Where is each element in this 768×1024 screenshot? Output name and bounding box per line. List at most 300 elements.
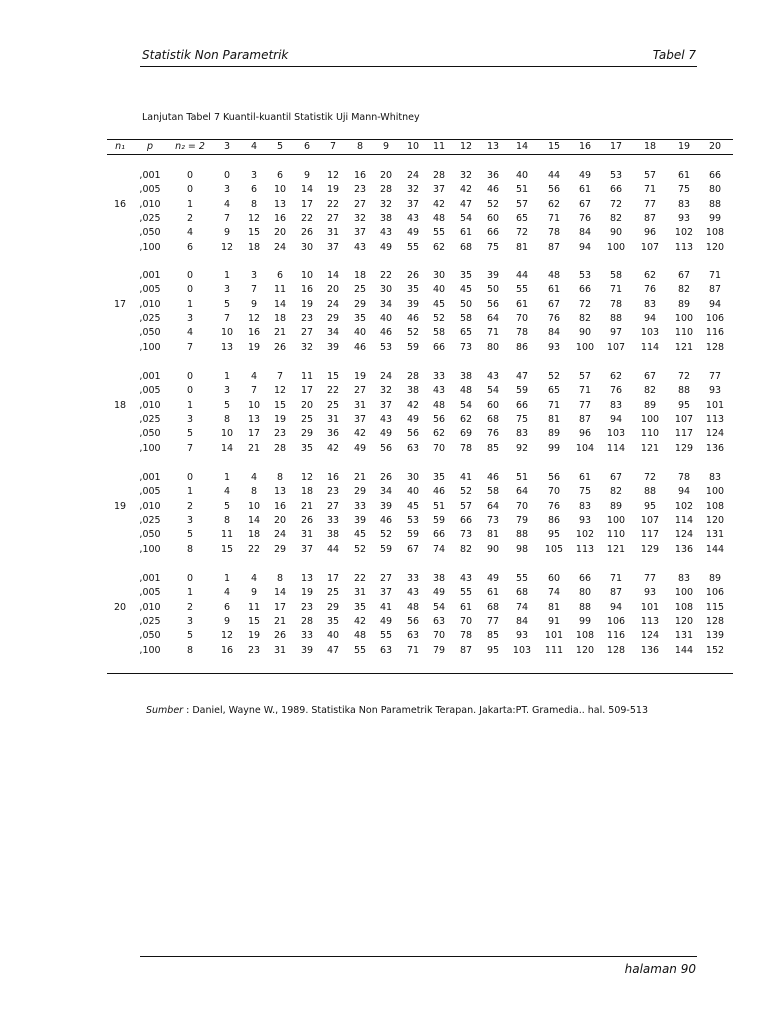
quantile-cell: 18 (247, 529, 261, 541)
quantile-cell: 144 (674, 644, 694, 656)
quantile-cell: 17 (300, 198, 314, 210)
quantile-cell: 100 (606, 241, 626, 253)
quantile-cell: 55 (515, 573, 529, 584)
quantile-cell: 45 (432, 298, 446, 310)
quantile-cell: 42 (326, 442, 340, 454)
quantile-cell: 40 (326, 630, 340, 642)
quantile-cell: 24 (379, 371, 393, 382)
quantile-cell: 16 (300, 284, 314, 296)
quantile-cell: 12 (247, 212, 261, 224)
column-header: 19 (677, 141, 691, 152)
quantile-cell: 95 (643, 500, 657, 512)
quantile-cell: 65 (515, 212, 529, 224)
header-table-label: Tabel 7 (652, 48, 696, 62)
quantile-cell: 87 (708, 284, 722, 296)
quantile-cell: 40 (379, 312, 393, 324)
quantile-cell: 14 (273, 298, 287, 310)
quantile-cell: 96 (578, 428, 592, 440)
quantile-cell: 27 (379, 573, 393, 584)
quantile-cell: 23 (273, 428, 287, 440)
quantile-cell: 0 (186, 385, 194, 397)
quantile-cell: 55 (515, 284, 529, 296)
quantile-cell: 18 (273, 312, 287, 324)
p-value-cell: ,100 (139, 644, 161, 656)
quantile-cell: 18 (353, 270, 367, 281)
quantile-cell: 58 (459, 312, 473, 324)
quantile-cell: 107 (640, 241, 660, 253)
quantile-cell: 49 (353, 442, 367, 454)
quantile-cell: 71 (486, 327, 500, 339)
quantile-cell: 53 (379, 341, 393, 353)
quantile-cell: 37 (353, 413, 367, 425)
quantile-cell: 108 (705, 227, 725, 239)
p-value-cell: ,010 (139, 601, 161, 613)
quantile-cell: 36 (486, 170, 500, 181)
p-value-cell: ,025 (139, 615, 161, 627)
quantile-cell: 113 (575, 543, 595, 555)
quantile-cell: 24 (273, 241, 287, 253)
quantile-cell: 10 (273, 184, 287, 196)
quantile-cell: 67 (609, 472, 623, 483)
quantile-cell: 10 (300, 270, 314, 281)
quantile-cell: 45 (406, 500, 420, 512)
column-header: 5 (276, 141, 284, 152)
quantile-cell: 13 (273, 486, 287, 498)
quantile-cell: 89 (547, 428, 561, 440)
quantile-cell: 61 (515, 298, 529, 310)
quantile-cell: 47 (326, 644, 340, 656)
quantile-cell: 62 (547, 198, 561, 210)
quantile-cell: 41 (379, 601, 393, 613)
p-value-cell: ,005 (139, 284, 161, 296)
quantile-cell: 84 (547, 327, 561, 339)
quantile-cell: 79 (432, 644, 446, 656)
quantile-cell: 87 (609, 587, 623, 599)
quantile-cell: 77 (708, 371, 722, 382)
quantile-cell: 12 (326, 170, 340, 181)
quantile-cell: 61 (547, 284, 561, 296)
quantile-cell: 20 (326, 284, 340, 296)
quantile-cell: 68 (459, 241, 473, 253)
quantile-cell: 88 (515, 529, 529, 541)
p-value-cell: ,001 (139, 371, 161, 382)
quantile-cell: 131 (674, 630, 694, 642)
quantile-cell: 78 (515, 327, 529, 339)
column-header: 8 (356, 141, 364, 152)
quantile-cell: 50 (459, 298, 473, 310)
quantile-cell: 46 (379, 514, 393, 526)
quantile-cell: 4 (223, 486, 231, 498)
quantile-cell: 54 (486, 385, 500, 397)
quantile-cell: 100 (575, 341, 595, 353)
column-header: 15 (547, 141, 561, 152)
quantile-cell: 19 (247, 341, 261, 353)
quantile-cell: 78 (459, 630, 473, 642)
quantile-cell: 1 (186, 486, 194, 498)
quantile-cell: 2 (186, 601, 194, 613)
quantile-cell: 7 (186, 341, 194, 353)
quantile-cell: 100 (705, 486, 725, 498)
quantile-cell: 39 (326, 341, 340, 353)
quantile-cell: 120 (705, 514, 725, 526)
quantile-cell: 88 (578, 601, 592, 613)
quantile-cell: 39 (486, 270, 500, 281)
quantile-cell: 17 (300, 385, 314, 397)
quantile-cell: 83 (515, 428, 529, 440)
quantile-cell: 75 (486, 241, 500, 253)
quantile-cell: 77 (578, 399, 592, 411)
quantile-cell: 31 (326, 413, 340, 425)
quantile-cell: 3 (250, 270, 258, 281)
quantile-cell: 40 (432, 284, 446, 296)
quantile-cell: 93 (708, 385, 722, 397)
quantile-cell: 86 (515, 341, 529, 353)
quantile-cell: 87 (643, 212, 657, 224)
quantile-cell: 66 (609, 184, 623, 196)
quantile-cell: 38 (406, 385, 420, 397)
quantile-cell: 53 (578, 270, 592, 281)
quantile-cell: 66 (578, 573, 592, 584)
quantile-cell: 21 (247, 442, 261, 454)
quantile-cell: 8 (186, 543, 194, 555)
quantile-cell: 71 (609, 284, 623, 296)
quantile-cell: 15 (247, 227, 261, 239)
column-header: 16 (578, 141, 592, 152)
quantile-cell: 20 (273, 514, 287, 526)
quantile-cell: 110 (674, 327, 694, 339)
p-value-cell: ,050 (139, 630, 161, 642)
quantile-cell: 120 (705, 241, 725, 253)
quantile-cell: 87 (459, 644, 473, 656)
quantile-cell: 35 (459, 270, 473, 281)
quantile-cell: 63 (406, 630, 420, 642)
quantile-cell: 97 (609, 327, 623, 339)
quantile-cell: 1 (186, 298, 194, 310)
quantile-cell: 62 (432, 241, 446, 253)
quantile-cell: 56 (547, 184, 561, 196)
quantile-cell: 25 (300, 413, 314, 425)
column-header: 10 (406, 141, 420, 152)
quantile-cell: 43 (406, 212, 420, 224)
quantile-cell: 60 (486, 212, 500, 224)
quantile-cell: 124 (640, 630, 660, 642)
p-value-cell: ,100 (139, 341, 161, 353)
quantile-cell: 81 (486, 529, 500, 541)
quantile-cell: 44 (515, 270, 529, 281)
column-header: p (146, 141, 154, 152)
quantile-cell: 58 (486, 486, 500, 498)
column-header: 17 (609, 141, 623, 152)
quantile-cell: 23 (300, 312, 314, 324)
quantile-cell: 0 (223, 170, 231, 181)
quantile-cell: 37 (379, 587, 393, 599)
quantile-cell: 18 (247, 241, 261, 253)
quantile-cell: 120 (674, 615, 694, 627)
quantile-cell: 61 (677, 170, 691, 181)
p-value-cell: ,010 (139, 500, 161, 512)
quantile-cell: 1 (186, 198, 194, 210)
quantile-cell: 12 (220, 630, 234, 642)
quantile-cell: 54 (459, 212, 473, 224)
quantile-cell: 62 (643, 270, 657, 281)
p-value-cell: ,025 (139, 212, 161, 224)
quantile-cell: 75 (578, 486, 592, 498)
quantile-cell: 0 (186, 184, 194, 196)
quantile-cell: 26 (273, 630, 287, 642)
column-header: 18 (643, 141, 657, 152)
quantile-cell: 67 (578, 198, 592, 210)
header-divider (140, 66, 697, 67)
quantile-cell: 37 (326, 241, 340, 253)
quantile-cell: 70 (547, 486, 561, 498)
quantile-cell: 75 (677, 184, 691, 196)
quantile-cell: 66 (708, 170, 722, 181)
quantile-cell: 19 (300, 298, 314, 310)
quantile-cell: 38 (459, 371, 473, 382)
quantile-cell: 42 (406, 399, 420, 411)
quantile-cell: 33 (353, 500, 367, 512)
quantile-cell: 93 (643, 587, 657, 599)
quantile-cell: 82 (459, 543, 473, 555)
quantile-cell: 106 (705, 312, 725, 324)
quantile-cell: 20 (300, 399, 314, 411)
quantile-cell: 101 (640, 601, 660, 613)
quantile-cell: 19 (273, 413, 287, 425)
quantile-cell: 30 (406, 472, 420, 483)
quantile-cell: 57 (643, 170, 657, 181)
quantile-cell: 78 (547, 227, 561, 239)
column-header: 7 (329, 141, 337, 152)
quantile-cell: 48 (406, 601, 420, 613)
quantile-cell: 66 (515, 399, 529, 411)
quantile-cell: 102 (674, 227, 694, 239)
quantile-cell: 49 (432, 587, 446, 599)
quantile-cell: 32 (406, 184, 420, 196)
quantile-cell: 58 (609, 270, 623, 281)
p-value-cell: ,005 (139, 486, 161, 498)
quantile-cell: 44 (547, 170, 561, 181)
quantile-cell: 152 (705, 644, 725, 656)
column-header: 9 (382, 141, 390, 152)
quantile-cell: 82 (578, 312, 592, 324)
quantile-cell: 5 (186, 428, 194, 440)
column-header: 12 (459, 141, 473, 152)
quantile-cell: 4 (223, 198, 231, 210)
quantile-cell: 78 (609, 298, 623, 310)
quantile-cell: 94 (578, 241, 592, 253)
n1-group-label: 17 (113, 298, 127, 310)
quantile-cell: 51 (515, 184, 529, 196)
quantile-cell: 28 (273, 442, 287, 454)
quantile-cell: 99 (578, 615, 592, 627)
quantile-cell: 6 (186, 241, 194, 253)
quantile-cell: 59 (406, 529, 420, 541)
quantile-cell: 66 (459, 514, 473, 526)
n1-group-label: 19 (113, 500, 127, 512)
column-header: 13 (486, 141, 500, 152)
quantile-cell: 37 (300, 543, 314, 555)
quantile-cell: 55 (379, 630, 393, 642)
quantile-cell: 99 (708, 212, 722, 224)
quantile-cell: 103 (606, 428, 626, 440)
p-value-cell: ,025 (139, 514, 161, 526)
quantile-cell: 66 (486, 227, 500, 239)
table-header-rule (107, 154, 733, 155)
quantile-cell: 128 (705, 341, 725, 353)
quantile-cell: 63 (432, 615, 446, 627)
p-value-cell: ,100 (139, 442, 161, 454)
quantile-cell: 15 (220, 543, 234, 555)
quantile-cell: 19 (353, 371, 367, 382)
quantile-cell: 19 (300, 587, 314, 599)
quantile-cell: 71 (547, 212, 561, 224)
quantile-cell: 24 (406, 170, 420, 181)
quantile-cell: 12 (247, 312, 261, 324)
quantile-cell: 77 (643, 573, 657, 584)
quantile-cell: 56 (379, 442, 393, 454)
quantile-cell: 10 (247, 500, 261, 512)
quantile-cell: 65 (547, 385, 561, 397)
quantile-cell: 14 (247, 514, 261, 526)
quantile-cell: 108 (705, 500, 725, 512)
source-text: : Daniel, Wayne W., 1989. Statistika Non Parametrik Terapan. Jakarta:PT. Gramedia.. hal. 509-513 (186, 705, 648, 716)
quantile-cell: 8 (250, 486, 258, 498)
quantile-cell: 74 (515, 601, 529, 613)
quantile-cell: 37 (379, 399, 393, 411)
quantile-cell: 43 (379, 413, 393, 425)
quantile-cell: 49 (406, 227, 420, 239)
quantile-cell: 23 (353, 184, 367, 196)
quantile-cell: 90 (578, 327, 592, 339)
quantile-cell: 42 (353, 428, 367, 440)
quantile-cell: 88 (708, 198, 722, 210)
quantile-cell: 117 (640, 529, 660, 541)
quantile-cell: 136 (640, 644, 660, 656)
quantile-cell: 83 (643, 298, 657, 310)
quantile-cell: 124 (674, 529, 694, 541)
quantile-cell: 31 (273, 644, 287, 656)
quantile-cell: 26 (406, 270, 420, 281)
quantile-cell: 27 (326, 212, 340, 224)
p-value-cell: ,001 (139, 270, 161, 281)
quantile-cell: 7 (250, 284, 258, 296)
quantile-cell: 24 (326, 298, 340, 310)
quantile-cell: 81 (515, 241, 529, 253)
quantile-cell: 27 (353, 385, 367, 397)
column-header: 14 (515, 141, 529, 152)
quantile-cell: 67 (547, 298, 561, 310)
quantile-cell: 114 (674, 514, 694, 526)
quantile-cell: 5 (223, 298, 231, 310)
quantile-cell: 53 (609, 170, 623, 181)
quantile-cell: 44 (326, 543, 340, 555)
quantile-cell: 95 (677, 399, 691, 411)
quantile-cell: 34 (326, 327, 340, 339)
quantile-cell: 72 (643, 472, 657, 483)
quantile-cell: 108 (674, 601, 694, 613)
quantile-cell: 83 (677, 198, 691, 210)
quantile-cell: 29 (273, 543, 287, 555)
column-header: 3 (223, 141, 231, 152)
quantile-cell: 68 (515, 587, 529, 599)
quantile-cell: 21 (300, 500, 314, 512)
column-header: n₁ (115, 141, 125, 152)
quantile-cell: 88 (643, 486, 657, 498)
quantile-cell: 4 (186, 227, 194, 239)
p-value-cell: ,001 (139, 170, 161, 181)
quantile-cell: 80 (486, 341, 500, 353)
quantile-cell: 52 (353, 543, 367, 555)
quantile-cell: 103 (640, 327, 660, 339)
quantile-cell: 46 (486, 472, 500, 483)
quantile-cell: 116 (606, 630, 626, 642)
quantile-cell: 59 (515, 385, 529, 397)
p-value-cell: ,001 (139, 573, 161, 584)
quantile-cell: 70 (459, 615, 473, 627)
quantile-cell: 37 (432, 184, 446, 196)
quantile-cell: 45 (459, 284, 473, 296)
quantile-cell: 115 (705, 601, 725, 613)
quantile-cell: 14 (326, 270, 340, 281)
quantile-cell: 43 (432, 385, 446, 397)
quantile-cell: 63 (406, 442, 420, 454)
quantile-cell: 51 (432, 500, 446, 512)
quantile-cell: 1 (223, 472, 231, 483)
quantile-cell: 64 (486, 500, 500, 512)
quantile-cell: 58 (432, 327, 446, 339)
p-value-cell: ,025 (139, 312, 161, 324)
quantile-cell: 35 (353, 312, 367, 324)
quantile-cell: 15 (326, 371, 340, 382)
quantile-cell: 21 (273, 327, 287, 339)
quantile-cell: 46 (379, 327, 393, 339)
quantile-cell: 25 (326, 399, 340, 411)
quantile-cell: 57 (515, 198, 529, 210)
quantile-cell: 139 (705, 630, 725, 642)
quantile-cell: 2 (186, 212, 194, 224)
quantile-cell: 14 (220, 442, 234, 454)
quantile-cell: 93 (677, 212, 691, 224)
column-header: 11 (432, 141, 446, 152)
quantile-cell: 3 (223, 385, 231, 397)
quantile-cell: 14 (300, 184, 314, 196)
table-top-rule (107, 139, 733, 140)
quantile-cell: 48 (547, 270, 561, 281)
quantile-cell: 30 (300, 241, 314, 253)
quantile-cell: 62 (459, 413, 473, 425)
quantile-cell: 52 (459, 486, 473, 498)
quantile-cell: 54 (459, 399, 473, 411)
quantile-cell: 75 (515, 413, 529, 425)
p-value-cell: ,005 (139, 184, 161, 196)
quantile-cell: 35 (353, 601, 367, 613)
quantile-cell: 100 (674, 587, 694, 599)
quantile-cell: 22 (379, 270, 393, 281)
quantile-cell: 15 (273, 399, 287, 411)
quantile-cell: 3 (186, 413, 194, 425)
quantile-cell: 113 (640, 615, 660, 627)
quantile-cell: 71 (643, 184, 657, 196)
quantile-cell: 22 (300, 212, 314, 224)
quantile-cell: 6 (250, 184, 258, 196)
quantile-cell: 68 (486, 413, 500, 425)
quantile-cell: 6 (223, 601, 231, 613)
quantile-cell: 40 (353, 327, 367, 339)
quantile-cell: 38 (432, 573, 446, 584)
quantile-cell: 64 (515, 486, 529, 498)
quantile-cell: 64 (486, 312, 500, 324)
quantile-cell: 21 (353, 472, 367, 483)
